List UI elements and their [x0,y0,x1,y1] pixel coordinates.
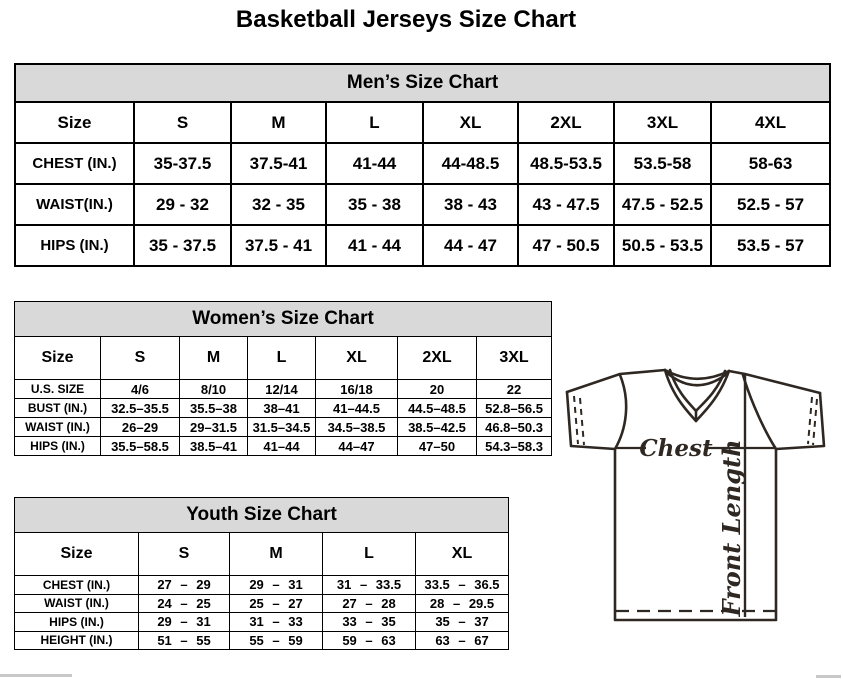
size-value-cell: 35 - 38 [326,184,423,225]
size-value-cell: 54.3–58.3 [477,437,552,456]
size-value-cell: 25 – 27 [230,594,323,613]
table-title-band: Men’s Size Chart [15,64,830,102]
row-label: BUST (IN.) [15,399,101,418]
size-value-cell: 29 – 31 [230,576,323,595]
size-value-cell: 20 [398,380,477,399]
page-title: Basketball Jerseys Size Chart [235,6,577,33]
chest-label: Chest [639,435,713,462]
size-value-cell: 35 – 37 [416,613,509,632]
table-row [15,437,552,456]
table-title-band: Women’s Size Chart [15,302,552,337]
jersey-outline [567,370,824,620]
size-value-cell: 34.5–38.5 [316,418,398,437]
size-value-cell: 47–50 [398,437,477,456]
column-header: S [139,533,230,576]
column-header: Size [15,102,134,143]
table-row [15,594,509,613]
row-label: HIPS (IN.) [15,437,101,456]
table-row [15,418,552,437]
row-label: CHEST (IN.) [15,143,134,184]
size-value-cell: 38 - 43 [423,184,518,225]
size-value-cell: 12/14 [248,380,316,399]
size-value-cell: 29–31.5 [180,418,248,437]
column-header: M [230,533,323,576]
table-row [15,613,509,632]
row-label: WAIST (IN.) [15,594,139,613]
column-header: Size [15,533,139,576]
size-value-cell: 58-63 [711,143,830,184]
column-header: 4XL [711,102,830,143]
column-header: S [134,102,231,143]
row-label: HIPS (IN.) [15,613,139,632]
size-value-cell: 53.5 - 57 [711,225,830,266]
jersey-diagram-svg [556,358,843,628]
size-value-cell: 55 – 59 [230,631,323,650]
column-header: XL [416,533,509,576]
size-value-cell: 8/10 [180,380,248,399]
size-value-cell: 41–44.5 [316,399,398,418]
size-value-cell: 32 - 35 [231,184,326,225]
column-header: 2XL [398,337,477,380]
size-value-cell: 50.5 - 53.5 [614,225,711,266]
table-title-band: Youth Size Chart [15,498,509,533]
column-header: M [180,337,248,380]
size-value-cell: 53.5-58 [614,143,711,184]
size-value-cell: 46.8–50.3 [477,418,552,437]
size-value-cell: 31.5–34.5 [248,418,316,437]
size-value-cell: 16/18 [316,380,398,399]
size-value-cell: 59 – 63 [323,631,416,650]
front-length-label: Front Length [717,439,746,617]
size-value-cell: 35.5–58.5 [101,437,180,456]
row-label: WAIST (IN.) [15,418,101,437]
size-value-cell: 51 – 55 [139,631,230,650]
size-value-cell: 33.5 – 36.5 [416,576,509,595]
youth-size-table [14,497,509,650]
size-value-cell: 47.5 - 52.5 [614,184,711,225]
row-label: HIPS (IN.) [15,225,134,266]
size-value-cell: 63 – 67 [416,631,509,650]
column-header: 3XL [477,337,552,380]
column-header: M [231,102,326,143]
table-row [15,143,830,184]
row-label: CHEST (IN.) [15,576,139,595]
column-header: L [323,533,416,576]
table-row [15,631,509,650]
table-row [15,184,830,225]
size-value-cell: 27 – 29 [139,576,230,595]
size-value-cell: 52.8–56.5 [477,399,552,418]
size-value-cell: 29 – 31 [139,613,230,632]
size-value-cell: 35.5–38 [180,399,248,418]
size-value-cell: 41-44 [326,143,423,184]
row-label: U.S. SIZE [15,380,101,399]
size-value-cell: 41 - 44 [326,225,423,266]
jersey-measurement-diagram [556,358,843,628]
size-value-cell: 44-48.5 [423,143,518,184]
size-value-cell: 52.5 - 57 [711,184,830,225]
size-value-cell: 22 [477,380,552,399]
size-value-cell: 29 - 32 [134,184,231,225]
column-header: XL [423,102,518,143]
size-value-cell: 37.5 - 41 [231,225,326,266]
row-label: WAIST(IN.) [15,184,134,225]
size-value-cell: 32.5–35.5 [101,399,180,418]
size-value-cell: 24 – 25 [139,594,230,613]
size-value-cell: 33 – 35 [323,613,416,632]
size-value-cell: 35-37.5 [134,143,231,184]
size-value-cell: 35 - 37.5 [134,225,231,266]
table-row [15,576,509,595]
table-row [15,225,830,266]
size-value-cell: 28 – 29.5 [416,594,509,613]
size-value-cell: 47 - 50.5 [518,225,614,266]
scrollbar-fragment-left [0,674,72,677]
scrollbar-fragment-right [816,675,841,678]
size-value-cell: 26–29 [101,418,180,437]
mens-size-table [14,63,831,267]
column-header: 2XL [518,102,614,143]
size-value-cell: 44.5–48.5 [398,399,477,418]
size-value-cell: 31 – 33.5 [323,576,416,595]
size-value-cell: 41–44 [248,437,316,456]
table-row [15,399,552,418]
column-header: Size [15,337,101,380]
column-header: XL [316,337,398,380]
size-value-cell: 4/6 [101,380,180,399]
size-value-cell: 38–41 [248,399,316,418]
column-header: L [248,337,316,380]
column-header: L [326,102,423,143]
table-row [15,380,552,399]
column-header: 3XL [614,102,711,143]
womens-size-table [14,301,552,456]
size-value-cell: 44–47 [316,437,398,456]
size-value-cell: 38.5–41 [180,437,248,456]
column-header: S [101,337,180,380]
size-value-cell: 43 - 47.5 [518,184,614,225]
size-value-cell: 31 – 33 [230,613,323,632]
size-value-cell: 48.5-53.5 [518,143,614,184]
row-label: HEIGHT (IN.) [15,631,139,650]
size-value-cell: 38.5–42.5 [398,418,477,437]
size-value-cell: 27 – 28 [323,594,416,613]
size-value-cell: 44 - 47 [423,225,518,266]
size-value-cell: 37.5-41 [231,143,326,184]
